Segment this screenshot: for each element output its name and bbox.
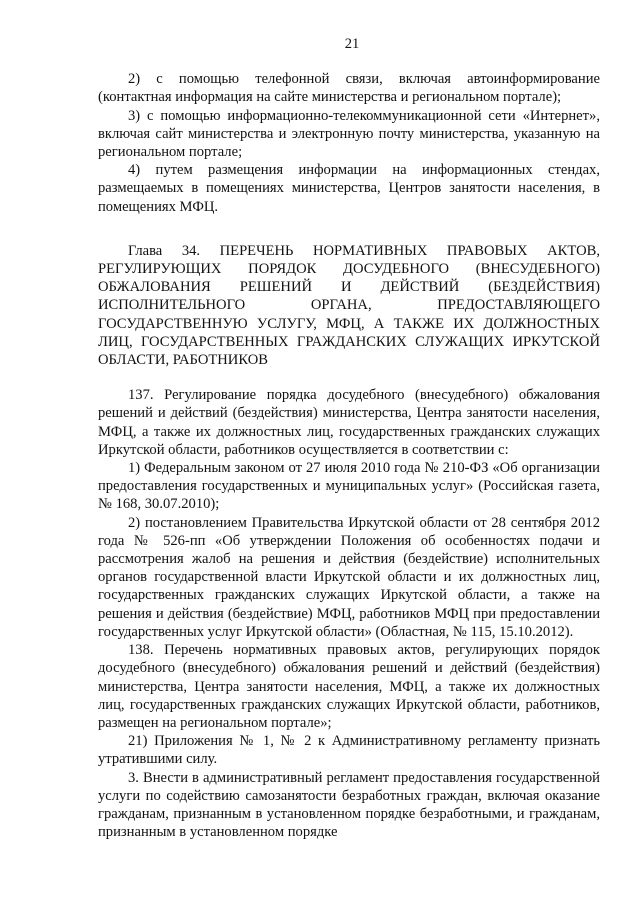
list-item: 1) Федеральным законом от 27 июля 2010 года № 210-ФЗ «Об организации предоставления государственных и муниципальных услуг» (Российская газета, № 168, 30.07.2010); [98,460,600,513]
item-3: 3. Внести в административный регламент предоставления государственной услуги по содействию самозанятости безработных граждан, включая оказание гражданам, признанным в установленном порядке безработными, и гражданам, признанным в установленном порядке [98,769,600,841]
list-item: 3) с помощью информационно-телекоммуникационной сети «Интернет», включая сайт министерства и электронную почту министерства, указанную на региональном портале; [98,107,600,161]
list-item: 4) путем размещения информации на информационных стендах, размещаемых в помещениях министерства, Центров занятости населения, в помещениях МФЦ. [98,162,600,215]
paragraph-137: 137. Регулирование порядка досудебного (внесудебного) обжалования решений и действий (бездействия) министерства, Центра занятости населения, МФЦ, а также их должностных лиц, государственных гражданских служащих Иркутской области, работников осуществляется в соответствии с: [98,387,600,458]
paragraph-138: 138. Перечень нормативных правовых актов, регулирующих порядок досудебного (внесудебного) обжалования решений и действий (бездействия) министерства, Центра занятости населения, МФЦ, а также их должностных лиц, государственных гражданских служащих Иркутской области, работников, размещен на региональном портале»; [98,642,600,731]
list-item: 2) постановлением Правительства Иркутской области от 28 сентября 2012 года № 526-пп «Об утверждении Положения об особенностях подачи и рассмотрения жалоб на решения и действия (бездействие) исполнительных органов государственной власти Иркутской области и их должностных лиц, государственных гражданских служащих Иркутской области, а также на решения и действия (бездействие) МФЦ, работников МФЦ при предоставлении государственных услуг Иркутской области» (Областная, № 115, 15.10.2012). [98,514,600,640]
chapter-heading: Глава 34. ПЕРЕЧЕНЬ НОРМАТИВНЫХ ПРАВОВЫХ АКТОВ, РЕГУЛИРУЮЩИХ ПОРЯДОК ДОСУДЕБНОГО (ВНЕСУДЕБНОГО) ОБЖАЛОВАНИЯ РЕШЕНИЙ И ДЕЙСТВИЙ (БЕЗДЕЙСТВИЯ) ИСПОЛНИТЕЛЬНОГО ОРГАНА, ПРЕДОСТАВЛЯЮЩЕГО ГОСУДАРСТВЕННУЮ УСЛУГУ, МФЦ, А ТАКЖЕ ИХ ДОЛЖНОСТНЫХ ЛИЦ, ГОСУДАРСТВЕННЫХ ГРАЖДАНСКИХ СЛУЖАЩИХ ИРКУТСКОЙ ОБЛАСТИ, РАБОТНИКОВ [98,242,600,369]
item-21: 21) Приложения № 1, № 2 к Административному регламенту признать утратившими силу. [98,733,600,768]
list-item: 2) с помощью телефонной связи, включая автоинформирование (контактная информация на сайте министерства и региональном портале); [98,71,600,106]
page-number: 21 [344,36,360,52]
